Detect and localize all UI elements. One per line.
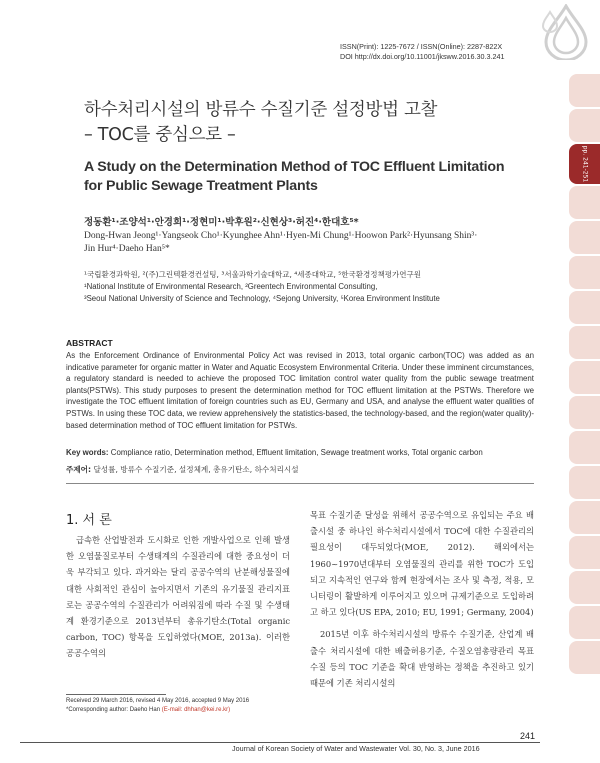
title-korean-line2: – TOC를 중심으로 – [84, 125, 236, 145]
keywords-english-label: Key words: [66, 448, 109, 457]
issn-doi-block [340, 42, 505, 62]
keywords-korean-label: 주제어: [66, 465, 92, 474]
footnote [66, 697, 296, 715]
body-paragraph: 급속한 산업발전과 도시화로 인한 개발사업으로 인해 발생한 오염물질로부터 수생태계의 수질관리에 대한 중요성이 더욱 부각되고 있다. 과거와는 달리 공공수역의 난분해성물질에 대한 사회적인 관심이 높아지면서 기존의 유기물질 관리지표로는 공공수역의 수질관리가 어려워짐에 따라 수질 및 수생태계 환경기준으로 2013년부터 총유기탄소(Total organic carbon, TOC) 항목을 도입하였다(MOE, 2013a). 이러한 공공수역의 [66, 535, 290, 659]
footnote-rule [66, 694, 166, 695]
footnote-received: Received 29 March 2016, revised 4 May 2016, accepted 9 May 2016 [66, 698, 250, 704]
side-tab [569, 256, 600, 289]
side-tab [569, 571, 600, 604]
section-heading: 1. 서 론 [66, 513, 112, 528]
side-tab [569, 221, 600, 254]
side-tab [569, 536, 600, 569]
abstract-text: As the Enforcement Ordinance of Environmental Policy Act was revised in 2013, total organic carbon(TOC) was added as an indicative parameter for organic matter in Water and Aquatic Ecosystem Environmental Criteria. Under these imminent circumstances, a regulatory standard is needed to achieve the proposed TOC limitation control water quality from the public sewage treatment plants(PSTWs). This study purposes to present the determination method for TOC effluent limitation at the PSTWs. Therefore we investigate the TOC effluent limitation of foreign countries such as EU, Germany and USA, and analyse the effluent water qualities of PSTWs. In using these TOC data, we review apprehensively the statistics-based, the technology-based, and the region(water quality)-based determination method of TOC effluent limitation for PSTWs. [66, 351, 534, 430]
affiliations [84, 269, 554, 305]
affiliations-korean: ¹국립환경과학원, ²(주)그린텍환경컨설팅, ³서울과학기술대학교, ⁴세종대학교, ⁵한국환경정책평가연구원 [84, 270, 421, 279]
side-tabs [569, 74, 600, 676]
affiliations-english-line1: ¹National Institute of Environmental Research, ²Greentech Environmental Consulting, [84, 282, 378, 291]
body-paragraph: 목표 수질기준 달성을 위해서 공공수역으로 유입되는 주요 배출시설 중 하나인 하수처리시설에서 TOC에 대한 수질관리의 필요성이 대두되었다(MOE, 2012). 해외에서는 1960~1970년대부터 오염물질의 관리를 위한 TOC가 도입되고 지속적인 연구와 함께 현장에서는 조사 및 측정, 적용, 모니터링이 활발하게 이루어지고 있으며 규제기준으로 도입하려고 하고 있다(US EPA, 2010; EU, 1991; Germany, 2004) [310, 510, 534, 618]
water-drop-logo-icon [536, 4, 596, 60]
journal-footer: Journal of Korean Society of Water and Wastewater Vol. 30, No. 3, June 2016 [232, 744, 480, 753]
keywords-english [66, 448, 536, 457]
side-tab [569, 326, 600, 359]
side-tab [569, 431, 600, 464]
keywords-korean [66, 464, 536, 475]
title-korean-line1: 하수처리시설의 방류수 수질기준 설정방법 고찰 [84, 100, 438, 120]
authors-english-line2: Jin Hur⁴·Daeho Han⁵* [84, 244, 170, 254]
side-tab [569, 291, 600, 324]
page-number: 241 [520, 731, 536, 741]
issn-line: ISSN(Print): 1225-7672 / ISSN(Online): 2287-822X [340, 42, 503, 51]
title-english-line2: for Public Sewage Treatment Plants [84, 178, 318, 194]
footnote-corresponding [66, 706, 296, 715]
side-tab [569, 74, 600, 107]
side-tab [569, 501, 600, 534]
authors-english [84, 230, 544, 256]
side-tab [569, 641, 600, 674]
side-tab [569, 109, 600, 142]
footnote-email-link[interactable]: (E-mail: dhhan@kei.re.kr) [161, 707, 231, 713]
title-english [84, 158, 554, 196]
keywords-english-text: Compliance ratio, Determination method, Effluent limitation, Sewage treatment works, Total organic carbon [110, 448, 483, 457]
side-tab [569, 606, 600, 639]
doi-line: DOI http://dx.doi.org/10.11001/jksww.2016.30.3.241 [340, 52, 505, 61]
body-paragraph: 2015년 이후 하수처리시설의 방류수 수질기준, 산업계 배출수 처리시설에 대한 배출허용기준, 수질오염총량관리 목표수질 등의 TOC 기준을 확대 반영하는 정책을 추진하고 있기 때문에 기존 처리시설의 [310, 629, 534, 689]
side-tab-active-label: pp. 241-251 [581, 145, 588, 183]
abstract-heading: ABSTRACT [66, 338, 113, 348]
keywords-korean-text: 달성률, 방류수 수질기준, 설정체계, 총유기탄소, 하수처리시설 [93, 465, 299, 474]
authors-english-line1: Dong-Hwan Jeong¹·Yangseok Cho¹·Kyunghee Ahn¹·Hyen-Mi Chung¹·Hoowon Park²·Hyunsang Shin³· [84, 231, 478, 241]
section-divider [66, 483, 534, 484]
side-tab [569, 361, 600, 394]
title-english-line1: A Study on the Determination Method of TOC Effluent Limitation [84, 159, 505, 175]
affiliations-english-line2: ³Seoul National University of Science and Technology, ⁴Sejong University, ⁵Korea Environment Institute [84, 294, 440, 303]
body-right-column [310, 507, 534, 691]
side-tab [569, 396, 600, 429]
side-tab-active [569, 144, 600, 184]
footer-rule [20, 742, 540, 743]
title-korean [84, 98, 564, 148]
side-tab [569, 466, 600, 499]
body-left-column [66, 532, 290, 662]
side-tab [569, 186, 600, 219]
authors-korean: 정동환¹·조양석¹·안경희¹·정현미¹·박후원²·신현상³·허진⁴·한대호⁵* [84, 217, 359, 228]
footnote-corresponding-author: *Corresponding author: Daeho Han [66, 707, 161, 713]
